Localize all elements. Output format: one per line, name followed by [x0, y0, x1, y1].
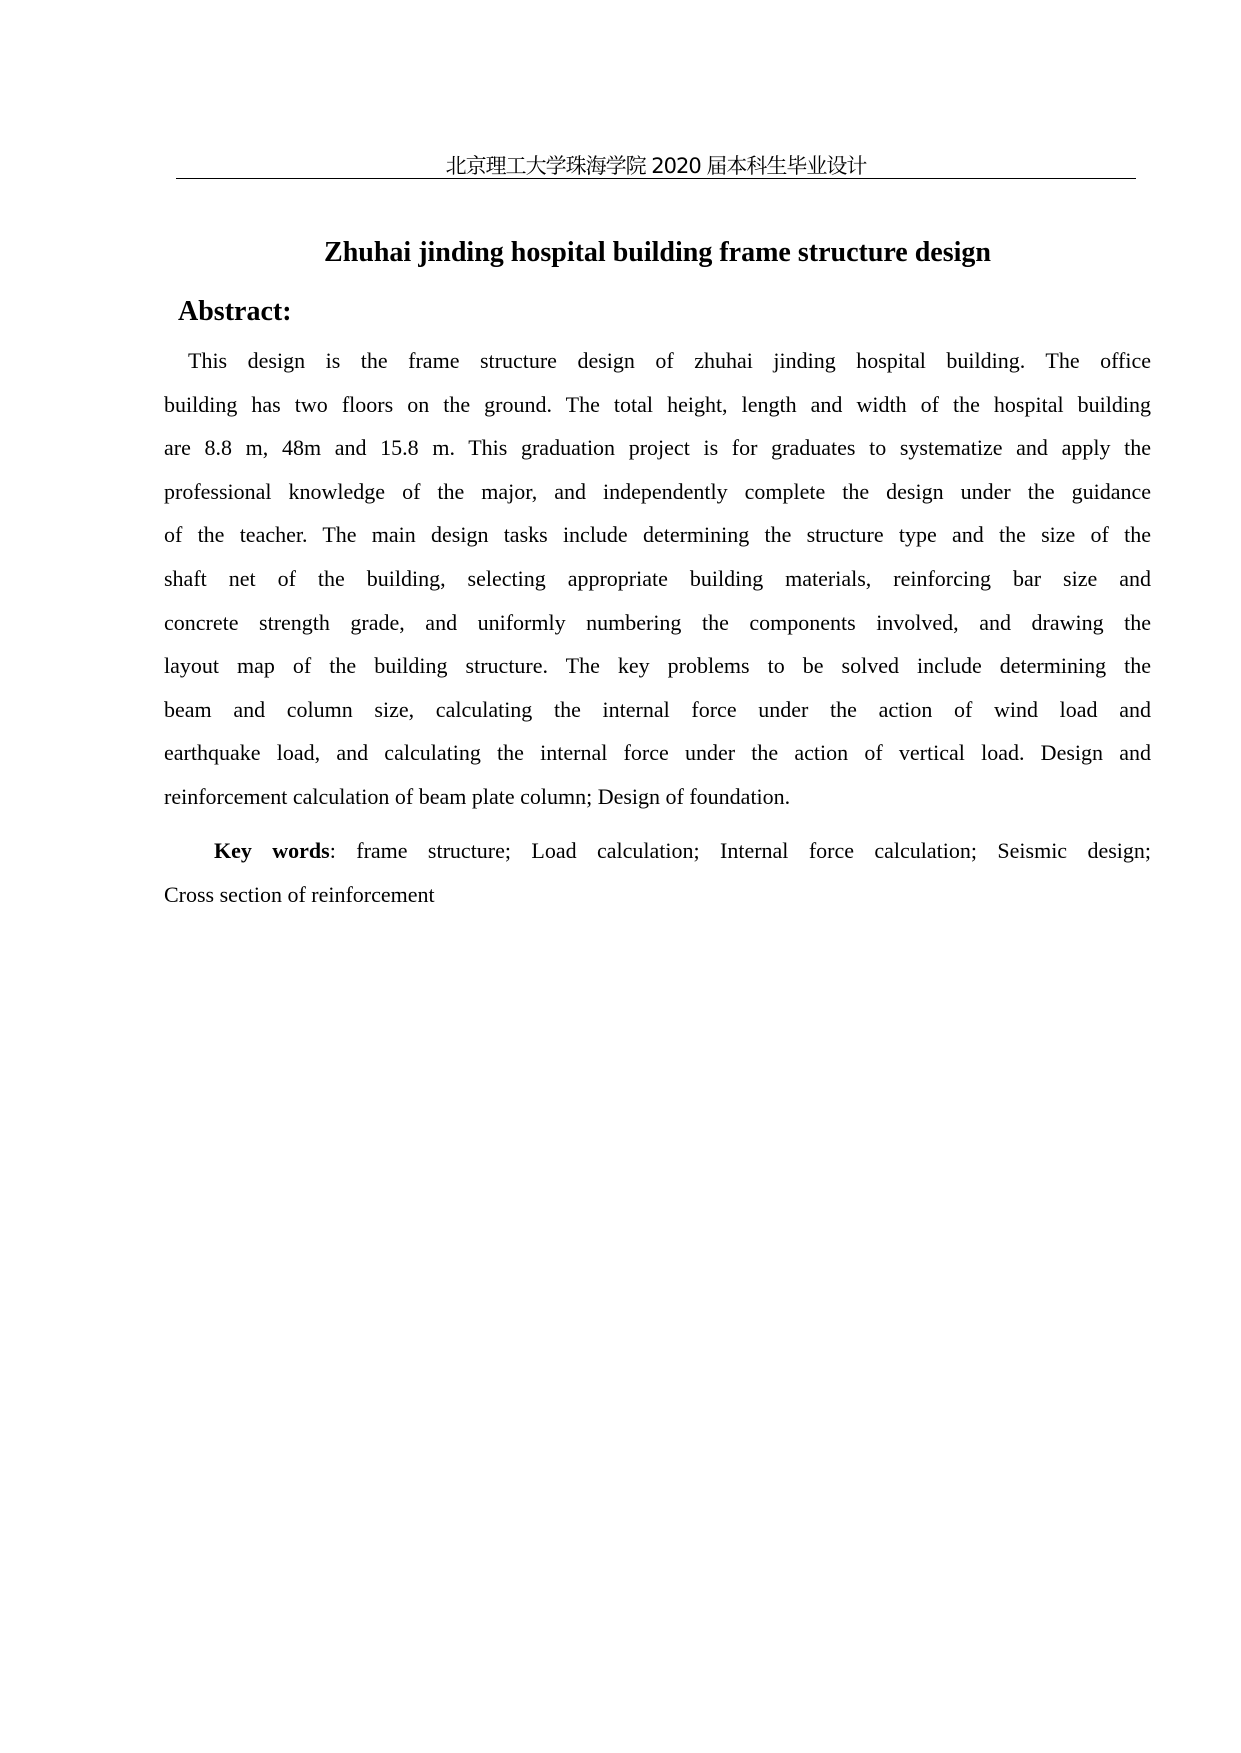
header-rule — [176, 178, 1136, 179]
abstract-body — [164, 343, 1151, 823]
abstract-line: are 8.8 m, 48m and 15.8 m. This graduation project is for graduates to systematize and apply the — [164, 435, 1151, 461]
abstract-line: reinforcement calculation of beam plate column; Design of foundation. — [164, 783, 791, 809]
keywords-text: : frame structure; Load calculation; Internal force calculation; Seismic design; — [329, 838, 1152, 863]
abstract-line: earthquake load, and calculating the internal force under the action of vertical load. Design and — [164, 740, 1151, 766]
keywords-label: Key words — [214, 838, 330, 863]
abstract-line: building has two floors on the ground. The total height, length and width of the hospital building — [164, 391, 1151, 417]
abstract-line: beam and column size, calculating the internal force under the action of wind load and — [164, 696, 1151, 722]
keywords-line: Cross section of reinforcement — [164, 881, 435, 907]
abstract-line: concrete strength grade, and uniformly numbering the components involved, and drawing the — [164, 609, 1151, 635]
abstract-line: This design is the frame structure design of zhuhai jinding hospital building. The office — [188, 348, 1151, 373]
abstract-heading: Abstract: — [178, 296, 292, 327]
keywords-line — [164, 833, 1151, 877]
document-title: Zhuhai jinding hospital building frame structure design — [324, 237, 991, 268]
abstract-line: professional knowledge of the major, and independently complete the design under the guidance — [164, 478, 1151, 504]
abstract-line: shaft net of the building, selecting appropriate building materials, reinforcing bar size and — [164, 565, 1151, 591]
abstract-line: of the teacher. The main design tasks include determining the structure type and the size of the — [164, 522, 1151, 548]
page-header: 北京理工大学珠海学院 2020 届本科生毕业设计 — [445, 154, 867, 178]
keywords — [164, 833, 1151, 920]
abstract-line: layout map of the building structure. The key problems to be solved include determining the — [164, 653, 1151, 679]
